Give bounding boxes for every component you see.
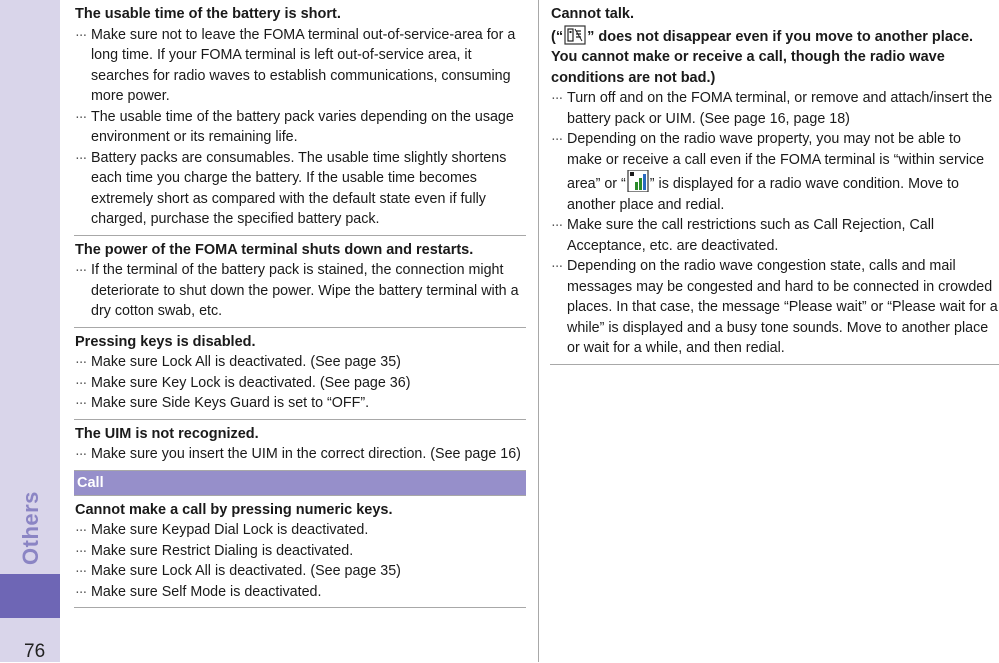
section-power [74, 236, 526, 328]
list-item: ··· If the terminal of the battery pack is stained, the connection might deteriorate to shut down the power. Wipe the battery terminal with a dry cotton swab, etc. [75, 262, 519, 319]
category-header: Call [74, 471, 526, 496]
section-title: Pressing keys is disabled. [75, 333, 256, 350]
list-item: ··· Make sure you insert the UIM in the correct direction. (See page 16) [75, 446, 521, 462]
section-keys [74, 328, 526, 420]
list-item: ··· Depending on the radio wave congestion state, calls and mail messages may be congested and hard to be connected in crowded places. In that case, the message “Please wait” or “Please wait for a while” is displayed and a busy tone sounds. Move to another place or wait for a while, and then redial. [551, 258, 998, 356]
right-column [550, 0, 999, 365]
section-numeric-keys [74, 496, 526, 609]
list-item: ··· Depending on the radio wave property, you may not be able to make or receive a call even if the FOMA terminal is “within service area” or “ ” is displayed for a radio wave condition. Move to another place and redial. [551, 131, 985, 213]
list-item: ··· Make sure Side Keys Guard is set to “OFF”. [75, 395, 370, 411]
chapter-label: Others [18, 491, 43, 565]
list-item: ··· Turn off and on the FOMA terminal, or remove and attach/insert the battery pack or UIM. (See page 16, page 18) [551, 90, 993, 127]
list-item: ··· Make sure not to leave the FOMA terminal out-of-service-area for a long time. If your FOMA terminal is left out-of-service area, it searches for radio waves to establish communications, consuming more power. [75, 26, 516, 104]
page-number: 76 [24, 641, 46, 662]
list-item: ··· Make sure Lock All is deactivated. (See page 35) [75, 563, 401, 579]
list-item: ··· The usable time of the battery pack varies depending on the usage environment or its remaining life. [75, 108, 514, 145]
section-title: Cannot make a call by pressing numeric keys. [75, 501, 393, 518]
chapter-marker [0, 574, 60, 618]
list-item: ··· Make sure Key Lock is deactivated. (See page 36) [75, 374, 411, 391]
section-subtitle: (“ ” does not disappear even if you move to another place. You cannot make or receive a call, though the radio wave conditions are not bad.) [551, 25, 999, 89]
signal-bars-icon [627, 170, 649, 190]
section-battery [74, 0, 526, 236]
left-column [74, 0, 526, 608]
section-title: The power of the FOMA terminal shuts down and restarts. [75, 241, 474, 258]
section-uim [74, 420, 526, 471]
section-title: Cannot talk. [551, 6, 634, 22]
section-title: The UIM is not recognized. [75, 425, 259, 442]
column-divider [538, 0, 539, 662]
section-cannot-talk [550, 0, 999, 365]
list-item: ··· Make sure Restrict Dialing is deactivated. [75, 542, 354, 559]
section-title: The usable time of the battery is short. [75, 6, 341, 22]
list-item: ··· Make sure Keypad Dial Lock is deactivated. [75, 522, 369, 538]
list-item: ··· Make sure Lock All is deactivated. (See page 35) [75, 354, 401, 370]
list-item: ··· Make sure the call restrictions such as Call Rejection, Call Acceptance, etc. are deactivated. [551, 217, 935, 254]
list-item: ··· Make sure Self Mode is deactivated. [75, 583, 322, 600]
out-of-service-icon [564, 25, 586, 45]
list-item: ··· Battery packs are consumables. The usable time slightly shortens each time you charge the battery. If the usable time becomes extremely short as compared with the default state even if fully charged, purchase the specified battery pack. [75, 149, 507, 227]
